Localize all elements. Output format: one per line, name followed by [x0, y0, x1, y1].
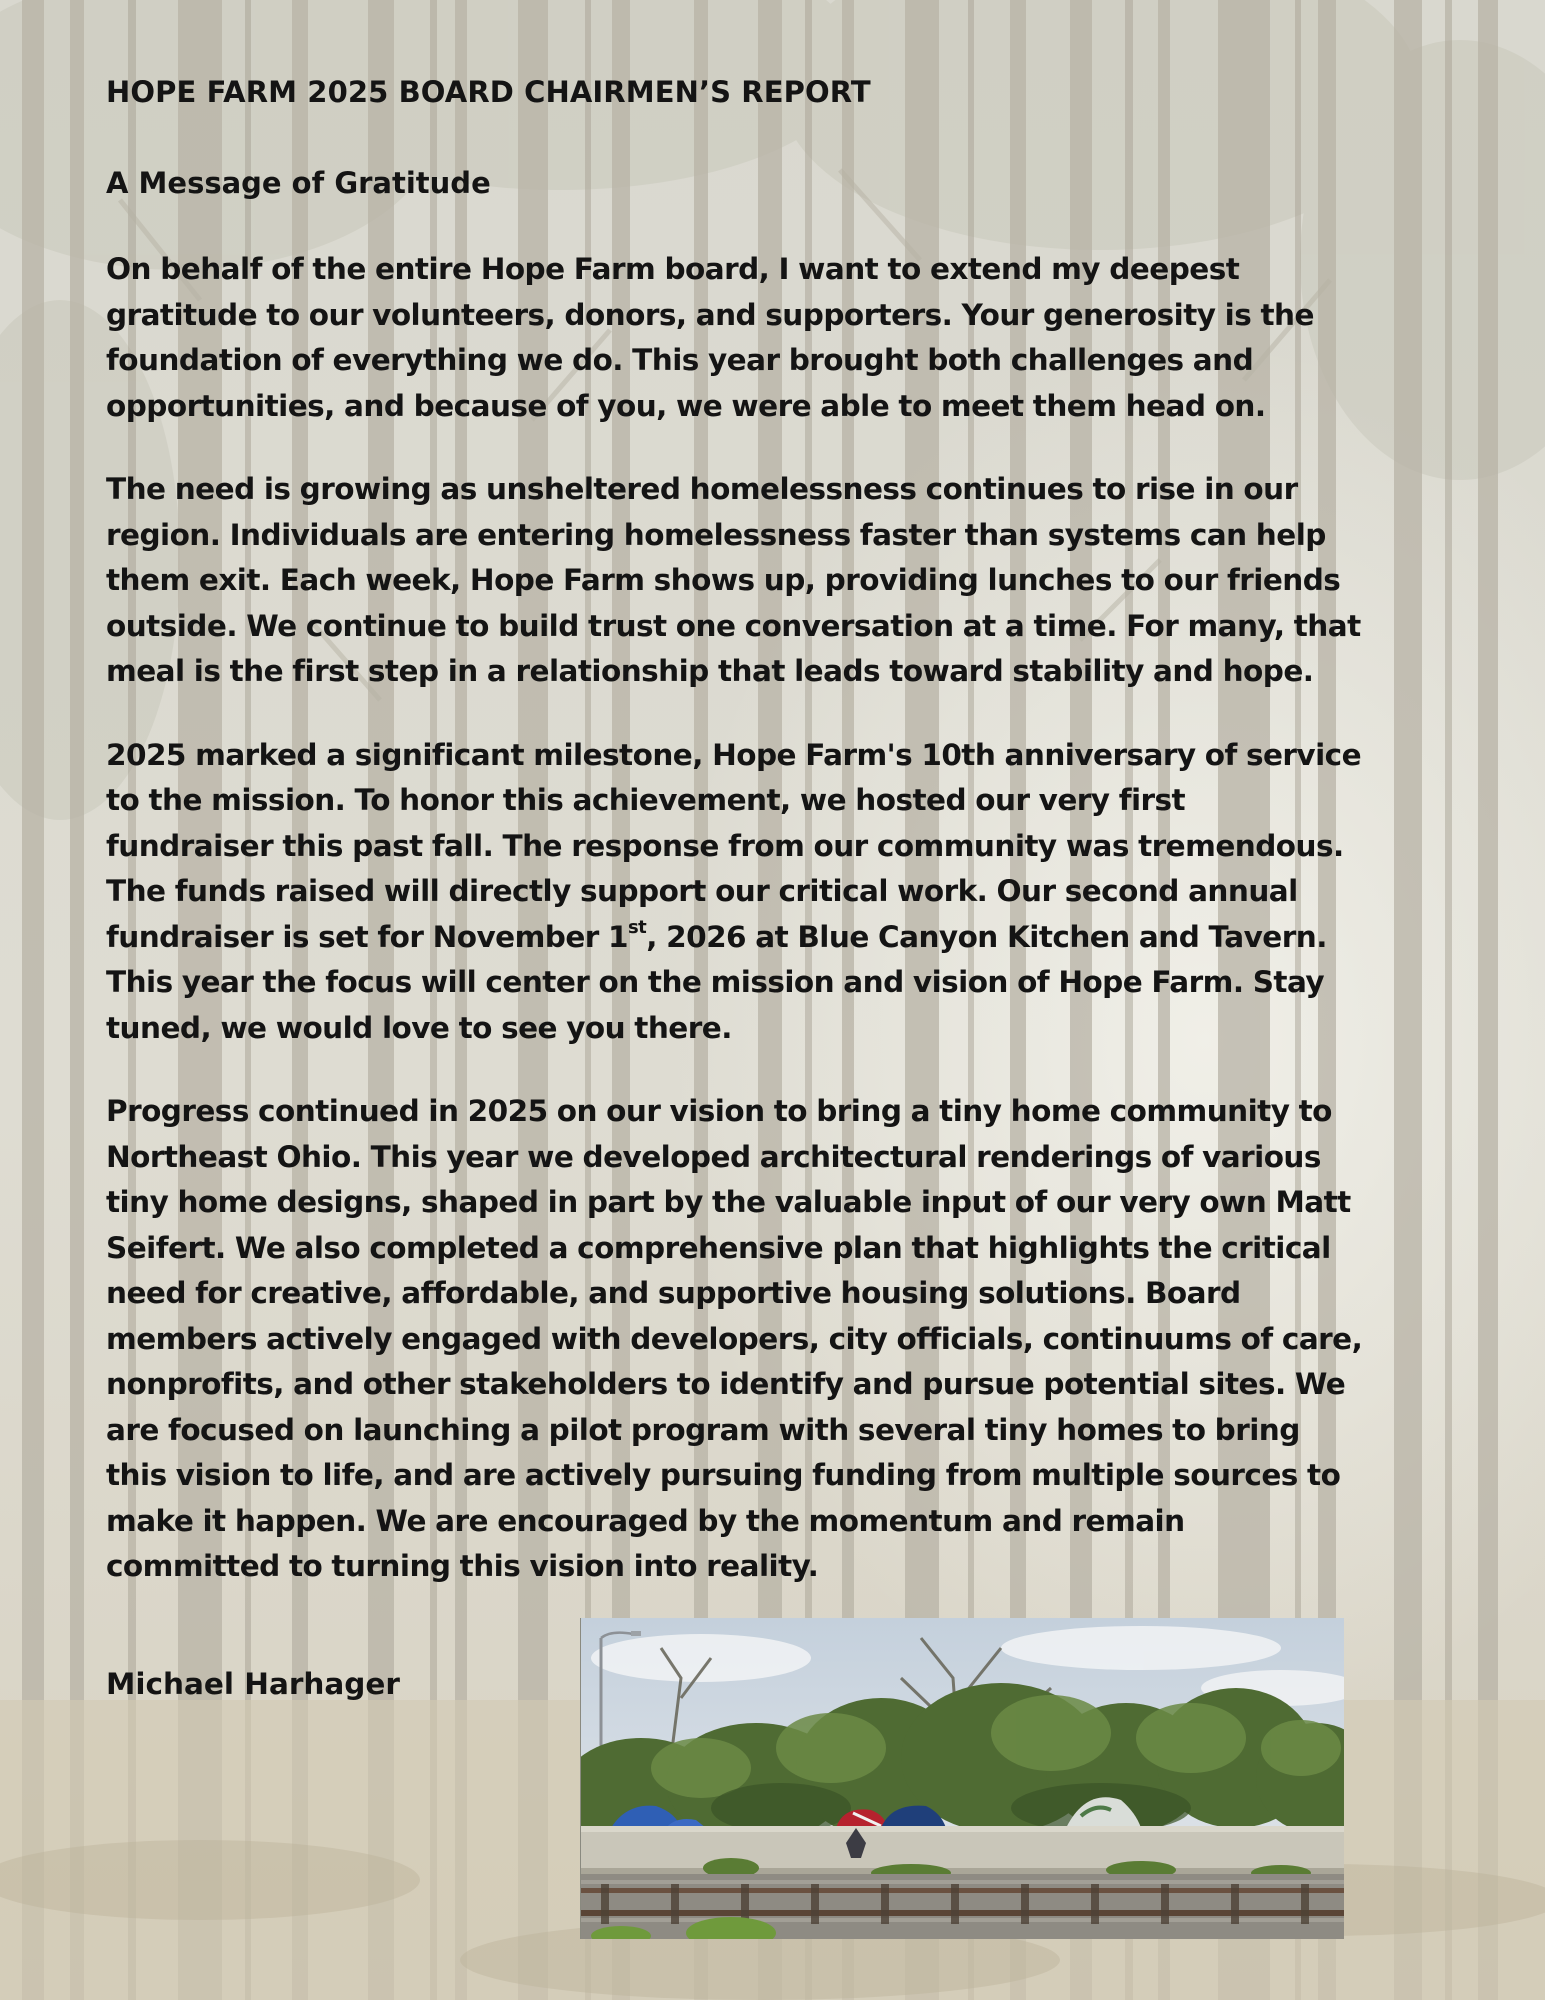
- date-line-start: fundraiser is set for November 1: [106, 919, 629, 954]
- paragraph-line: make it happen. We are encouraged by the momentum and remain: [106, 1503, 1185, 1538]
- paragraph-line: opportunities, and because of you, we were able to meet them head on.: [106, 388, 1266, 423]
- paragraph-line: region. Individuals are entering homelessness faster than systems can help: [106, 517, 1326, 552]
- paragraph-line: them exit. Each week, Hope Farm shows up, providing lunches to our friends: [106, 563, 1341, 597]
- paragraph-line: meal is the first step in a relationship that leads toward stability and hope.: [106, 654, 1314, 688]
- encampment-photo-image: [581, 1618, 1344, 1939]
- paragraph-progress: [106, 1089, 1446, 1590]
- paragraph-line: This year the focus will center on the mission and vision of Hope Farm. Stay: [106, 965, 1325, 999]
- paragraph-line: are focused on launching a pilot program with several tiny homes to bring: [106, 1412, 1300, 1447]
- paragraph-line: Seifert. We also completed a comprehensive plan that highlights the critical: [106, 1230, 1331, 1265]
- paragraph-line: Progress continued in 2025 on our vision to bring a tiny home community to: [106, 1094, 1332, 1128]
- ordinal-suffix: st: [628, 916, 647, 938]
- paragraph-line: foundation of everything we do. This year brought both challenges and: [106, 343, 1254, 377]
- report-body: [106, 66, 1446, 1590]
- paragraph-line: this vision to life, and are actively pursuing funding from multiple sources to: [106, 1458, 1341, 1492]
- paragraph-line: 2025 marked a significant milestone, Hope Farm's 10th anniversary of service: [106, 737, 1362, 772]
- signature-name: Michael Harhager: [106, 1667, 400, 1701]
- paragraph-line: tuned, we would love to see you there.: [106, 1010, 732, 1045]
- report-subtitle: A Message of Gratitude: [106, 166, 491, 200]
- paragraph-line: nonprofits, and other stakeholders to identify and pursue potential sites. We: [106, 1367, 1346, 1401]
- paragraph-line: On behalf of the entire Hope Farm board, I want to extend my deepest: [106, 252, 1240, 286]
- paragraph-line: gratitude to our volunteers, donors, and supporters. Your generosity is the: [106, 297, 1314, 332]
- paragraph-line: need for creative, affordable, and supportive housing solutions. Board: [106, 1276, 1241, 1310]
- paragraph-line: The need is growing as unsheltered homelessness continues to rise in our: [106, 472, 1298, 506]
- paragraph-line: outside. We continue to build trust one conversation at a time. For many, that: [106, 608, 1361, 643]
- paragraph-gratitude: [106, 247, 1446, 429]
- report-title: HOPE FARM 2025 BOARD CHAIRMEN’S REPORT: [106, 75, 871, 109]
- encampment-photo: [580, 1618, 1344, 1939]
- date-line-end: , 2026 at Blue Canyon Kitchen and Tavern.: [646, 919, 1327, 954]
- fundraiser-date-line: [106, 915, 1446, 961]
- paragraph-line: members actively engaged with developers, city officials, continuums of care,: [106, 1321, 1363, 1356]
- paragraph-line: fundraiser this past fall. The response from our community was tremendous.: [106, 828, 1344, 863]
- paragraph-line: tiny home designs, shaped in part by the valuable input of our very own Matt: [106, 1185, 1351, 1219]
- paragraph-line: committed to turning this vision into reality.: [106, 1549, 819, 1583]
- paragraph-line: The funds raised will directly support our critical work. Our second annual: [106, 874, 1298, 908]
- paragraph-line: to the mission. To honor this achievement, we hosted our very first: [106, 783, 1186, 817]
- paragraph-line: Northeast Ohio. This year we developed architectural renderings of various: [106, 1139, 1321, 1174]
- paragraph-milestone: [106, 733, 1446, 1052]
- paragraph-need: [106, 467, 1446, 695]
